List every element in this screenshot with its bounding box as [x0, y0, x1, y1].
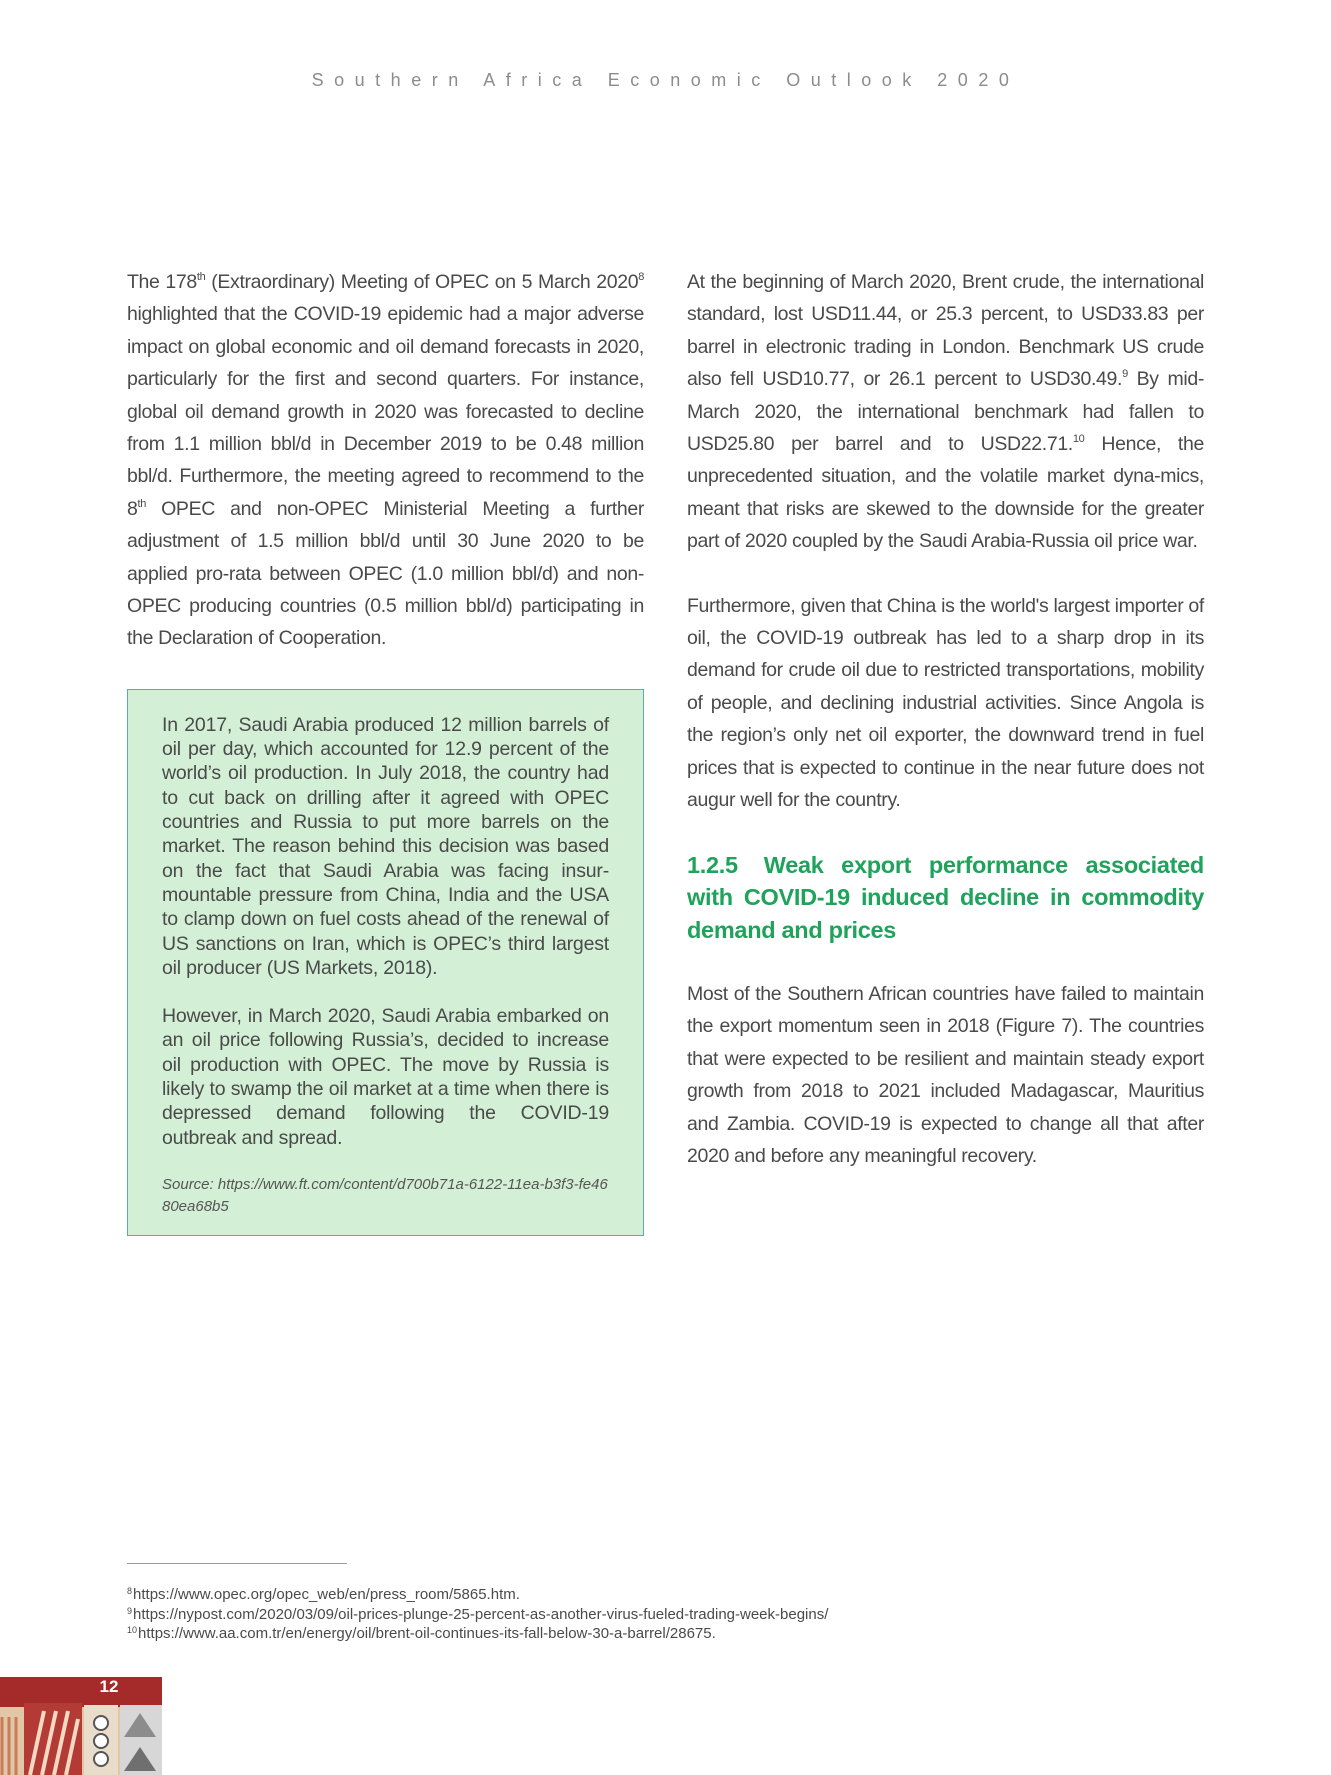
section-title: Weak export performance associated with COVID-19 induced decline in commodity demand and prices — [687, 851, 1204, 943]
running-header: Southern Africa Economic Outlook 2020 — [311, 70, 1020, 90]
box-paragraph-2: However, in March 2020, Saudi Arabia embarked on an oil price following Russia’s, decided to increase oil production with OPEC. The move by Russia is likely to swamp the oil market at a time when there is depressed demand following the COVID-19 outbreak and spread. — [162, 1005, 609, 1149]
box-paragraph-1: In 2017, Saudi Arabia produced 12 million barrels of oil per day, which accounted for 12.9 percent of the world’s oil production. In July 2018, the country had to cut back on drilling after it agreed with OPEC countries and Russia to put more barrels on the market. The reason behind this decision was based on the fact that Saudi Arabia was facing insur-mountable pressure from China, India and the USA to clamp down on fuel costs ahead of the renewal of US sanctions on Iran, which is OPEC’s third largest oil producer (US Markets, 2018). — [162, 713, 609, 979]
box-source: Source: https://www.ft.com/content/d700b71a-6122-11ea-b3f3-fe4680ea68b5 — [162, 1175, 608, 1215]
right-paragraph-3: Most of the Southern African countries have failed to maintain the export momentum seen in 2018 (Figure 7). The countries that were expected to be resilient and maintain steady export growth from 2018 to 2021 included Madagascar, Mauritius and Zambia. COVID-19 is expected to change all that after 2020 and before any meaningful recovery. — [687, 983, 1204, 1168]
superscript-th: th — [137, 497, 146, 510]
left-paragraph-1: The 178th (Extraordinary) Meeting of OPEC on 5 March 2020$^8$ highlighted that the COVID-19 epidemic had a major adverse impact on global economic and oil demand forecasts in 2020, particularly for the first and second quarters. For instance, global oil demand growth in 2020 was forecasted to decline from 1.1 million bbl/d in December 2019 to be 0.48 million bbl/d. Furthermore, the meeting agreed to recommend to the 8th OPEC and non-OPEC Ministerial Meeting a further adjustment of 1.5 million bbl/d until 30 June 2020 to be applied pro-rata between OPEC (1.0 million bbl/d) and non-OPEC producing countries (0.5 million bbl/d) participating in the Declaration of Cooperation. — [127, 271, 645, 650]
footnote-ref-10: 10 — [1072, 433, 1085, 446]
footnote-ref-9: 9 — [1122, 368, 1128, 381]
corner-decoration-pattern — [0, 1677, 162, 1775]
footnote-8: $^8$https://www.opec.org/opec_web/en/press_room/5865.htm. — [127, 1586, 520, 1603]
footnote-ref-8: 8 — [638, 271, 645, 283]
left-column — [127, 266, 644, 1236]
footnote-9: $^9$https://nypost.com/2020/03/09/oil-prices-plunge-25-percent-as-another-virus-fueled-trading-week-begins/ — [127, 1605, 829, 1623]
saudi-arabia-text-box — [127, 689, 644, 1236]
footnote-10: $^{10}$https://www.aa.com.tr/en/energy/oil/brent-oil-continues-its-fall-below-30-a-barrel/28675. — [127, 1625, 716, 1642]
right-column — [687, 266, 1204, 1172]
section-number: 1.2.5 — [687, 851, 738, 878]
page-number: 12 — [99, 1677, 119, 1696]
section-heading — [687, 849, 1204, 947]
right-paragraph-2: Furthermore, given that China is the world's largest importer of oil, the COVID-19 outbreak has led to a sharp drop in its demand for crude oil due to restricted transportations, mobility of people, and declining industrial activities. Since Angola is the region’s only net oil exporter, the downward trend in fuel prices that is expected to continue in the near future does not augur well for the country. — [687, 594, 1204, 812]
footnotes — [127, 1585, 1127, 1644]
footnote-divider — [127, 1563, 347, 1564]
right-paragraph-1: At the beginning of March 2020, Brent crude, the international standard, lost USD11.44, or 25.3 percent, to USD33.83 per barrel in electronic trading in London. Benchmark US crude also fell USD10.77, or 26.1 percent to USD30.49.$^9$ By mid-March 2020, the international benchmark had fallen to USD25.80 per barrel and to USD22.71.10 Hence, the unprecedented situation, and the volatile market dyna-mics, meant that risks are skewed to the downside for the greater part of 2020 coupled by the Saudi Arabia-Russia oil price war. — [687, 271, 1204, 553]
superscript-th: th — [196, 271, 206, 283]
